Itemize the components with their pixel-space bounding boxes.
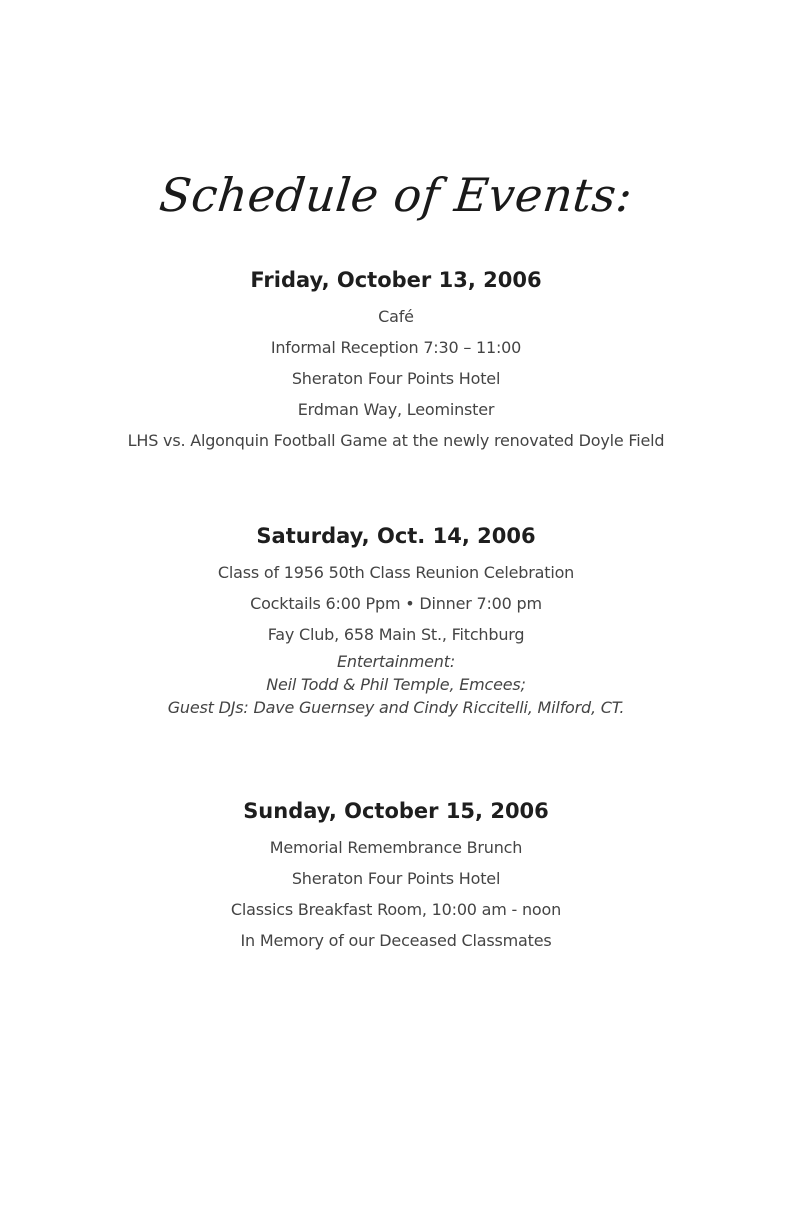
sunday-line-hotel: Sheraton Four Points Hotel bbox=[291, 869, 501, 888]
saturday-entertainment-label: Entertainment: bbox=[336, 652, 456, 671]
saturday-line-location: Fay Club, 658 Main St., Fitchburg bbox=[267, 625, 525, 644]
friday-line-address: Erdman Way, Leominster bbox=[297, 400, 495, 419]
friday-line-hotel: Sheraton Four Points Hotel bbox=[291, 369, 501, 388]
sunday-line-room-time: Classics Breakfast Room, 10:00 am - noon bbox=[230, 900, 562, 919]
sunday-line-brunch: Memorial Remembrance Brunch bbox=[269, 838, 523, 857]
sunday-heading: Sunday, October 15, 2006 bbox=[243, 799, 549, 823]
page-title: Schedule of Events: bbox=[156, 168, 636, 222]
saturday-line-times: Cocktails 6:00 Ppm • Dinner 7:00 pm bbox=[250, 594, 542, 613]
friday-line-venue: Café bbox=[378, 307, 414, 326]
sunday-section bbox=[0, 794, 792, 956]
friday-section bbox=[0, 263, 792, 456]
friday-line-reception: Informal Reception 7:30 – 11:00 bbox=[270, 338, 522, 357]
saturday-section bbox=[0, 519, 792, 719]
saturday-entertainment-djs: Guest DJs: Dave Guernsey and Cindy Riccitelli, Milford, CT. bbox=[167, 698, 625, 717]
sunday-line-memory: In Memory of our Deceased Classmates bbox=[240, 931, 552, 950]
saturday-entertainment-emcees: Neil Todd & Phil Temple, Emcees; bbox=[266, 675, 526, 694]
friday-line-football: LHS vs. Algonquin Football Game at the newly renovated Doyle Field bbox=[127, 431, 665, 450]
friday-heading: Friday, October 13, 2006 bbox=[250, 268, 542, 292]
saturday-line-celebration: Class of 1956 50th Class Reunion Celebration bbox=[217, 563, 575, 582]
saturday-heading: Saturday, Oct. 14, 2006 bbox=[256, 524, 536, 548]
